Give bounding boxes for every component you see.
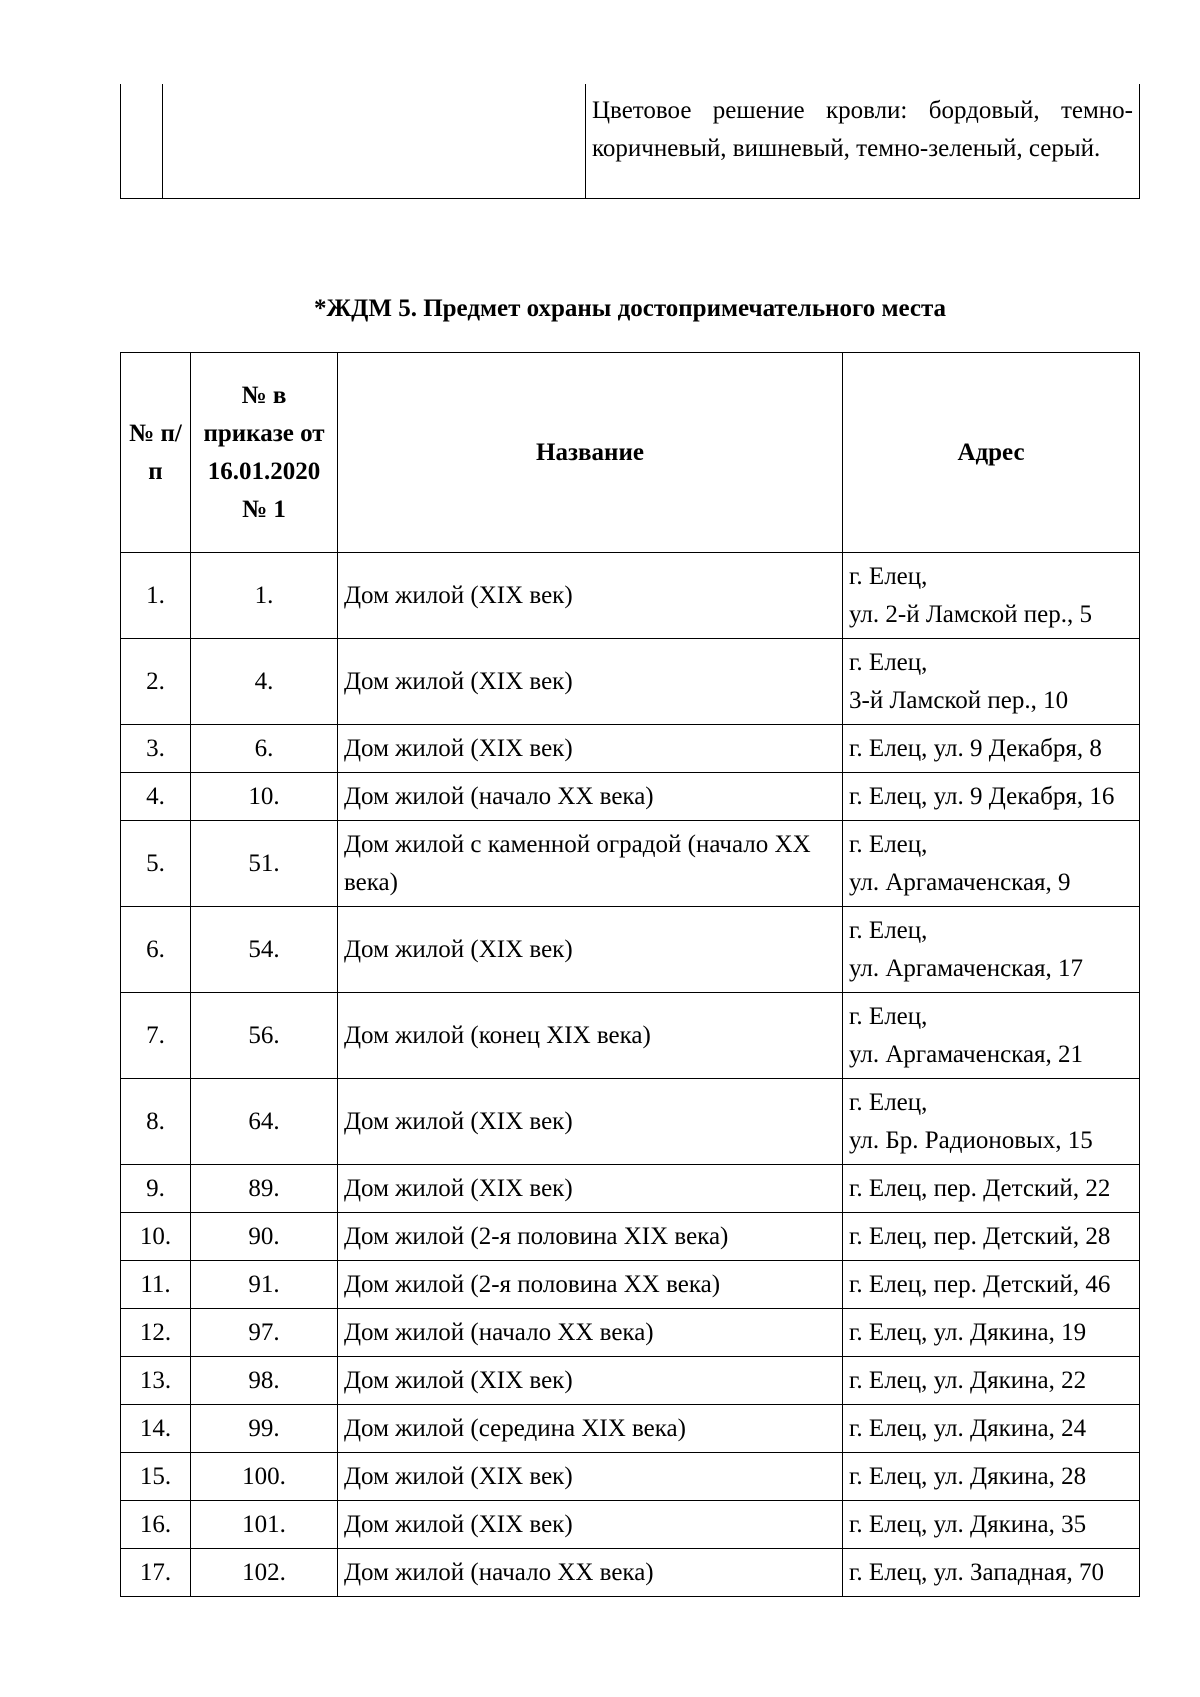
row-name: Дом жилой (XIX век) — [338, 1357, 843, 1405]
table-row — [121, 553, 1140, 639]
row-name: Дом жилой (2-я половина XX века) — [338, 1261, 843, 1309]
address-line: ул. 2-й Ламской пер., 5 — [849, 600, 1093, 628]
address-line: г. Елец, ул. Дякина, 35 — [849, 1510, 1087, 1538]
address-line: г. Елец, — [849, 648, 928, 676]
table-row — [121, 1405, 1140, 1453]
address-line: ул. Аргамаченская, 17 — [849, 954, 1084, 982]
row-order-number: 90. — [191, 1213, 338, 1261]
row-order-number: 54. — [191, 907, 338, 993]
address-line: г. Елец, — [849, 1002, 928, 1030]
row-order-number: 100. — [191, 1453, 338, 1501]
header-address: Адрес — [843, 353, 1140, 553]
row-name: Дом жилой (начало XX века) — [338, 773, 843, 821]
table-row — [121, 993, 1140, 1079]
row-name: Дом жилой с каменной оградой (начало XX века) — [338, 821, 843, 907]
row-address — [843, 907, 1140, 993]
table-row — [121, 725, 1140, 773]
header-name: Название — [338, 353, 843, 553]
row-name: Дом жилой (середина XIX века) — [338, 1405, 843, 1453]
table-row — [121, 1213, 1140, 1261]
row-name: Дом жилой (XIX век) — [338, 1165, 843, 1213]
row-order-number: 64. — [191, 1079, 338, 1165]
row-address — [843, 821, 1140, 907]
address-line: г. Елец, пер. Детский, 46 — [849, 1270, 1111, 1298]
row-name: Дом жилой (XIX век) — [338, 725, 843, 773]
address-line: г. Елец, ул. Дякина, 22 — [849, 1366, 1087, 1394]
row-order-number: 91. — [191, 1261, 338, 1309]
row-order-number: 51. — [191, 821, 338, 907]
address-line: ул. Аргамаченская, 9 — [849, 868, 1071, 896]
row-number: 5. — [121, 821, 191, 907]
address-line: 3-й Ламской пер., 10 — [849, 686, 1069, 714]
section-title: *ЖДМ 5. Предмет охраны достопримечательного места — [313, 295, 947, 322]
address-line: г. Елец, — [849, 830, 928, 858]
roof-color-text: Цветовое решение кровли: бордовый, темно-коричневый, вишневый, темно-зеленый, серый. — [586, 84, 1140, 199]
row-name: Дом жилой (конец XIX века) — [338, 993, 843, 1079]
row-number: 9. — [121, 1165, 191, 1213]
row-number: 16. — [121, 1501, 191, 1549]
address-line: г. Елец, ул. Западная, 70 — [849, 1558, 1104, 1586]
row-address — [843, 1165, 1140, 1213]
table-row — [121, 1261, 1140, 1309]
empty-cell — [121, 84, 163, 199]
table-row — [121, 821, 1140, 907]
table-row — [121, 1309, 1140, 1357]
row-order-number: 99. — [191, 1405, 338, 1453]
header-num: № п/п — [121, 353, 191, 553]
row-number: 12. — [121, 1309, 191, 1357]
row-order-number: 89. — [191, 1165, 338, 1213]
address-line: г. Елец, ул. Дякина, 24 — [849, 1414, 1087, 1442]
row-name: Дом жилой (начало XX века) — [338, 1549, 843, 1597]
table-row — [121, 1549, 1140, 1597]
row-number: 11. — [121, 1261, 191, 1309]
address-line: г. Елец, — [849, 562, 928, 590]
row-number: 1. — [121, 553, 191, 639]
row-address — [843, 1405, 1140, 1453]
row-order-number: 6. — [191, 725, 338, 773]
address-line: ул. Бр. Радионовых, 15 — [849, 1126, 1093, 1154]
row-address — [843, 725, 1140, 773]
table-row — [121, 1453, 1140, 1501]
address-line: г. Елец, ул. 9 Декабря, 8 — [849, 734, 1102, 762]
table-row — [121, 84, 1140, 199]
row-number: 7. — [121, 993, 191, 1079]
row-name: Дом жилой (XIX век) — [338, 1453, 843, 1501]
row-number: 10. — [121, 1213, 191, 1261]
row-address — [843, 1549, 1140, 1597]
row-number: 17. — [121, 1549, 191, 1597]
table-row — [121, 639, 1140, 725]
row-number: 15. — [121, 1453, 191, 1501]
row-order-number: 101. — [191, 1501, 338, 1549]
table-header-row — [121, 353, 1140, 553]
address-line: г. Елец, ул. Дякина, 19 — [849, 1318, 1087, 1346]
row-order-number: 98. — [191, 1357, 338, 1405]
empty-cell — [163, 84, 586, 199]
table-row — [121, 773, 1140, 821]
continuation-table — [120, 84, 1140, 199]
row-number: 3. — [121, 725, 191, 773]
row-number: 13. — [121, 1357, 191, 1405]
row-address — [843, 1357, 1140, 1405]
row-number: 6. — [121, 907, 191, 993]
row-name: Дом жилой (XIX век) — [338, 907, 843, 993]
row-address — [843, 553, 1140, 639]
row-address — [843, 1309, 1140, 1357]
row-name: Дом жилой (XIX век) — [338, 639, 843, 725]
row-number: 2. — [121, 639, 191, 725]
row-number: 8. — [121, 1079, 191, 1165]
address-line: г. Елец, — [849, 916, 928, 944]
row-address — [843, 639, 1140, 725]
row-number: 4. — [121, 773, 191, 821]
table-row — [121, 1501, 1140, 1549]
address-line: г. Елец, — [849, 1088, 928, 1116]
row-order-number: 102. — [191, 1549, 338, 1597]
address-line: г. Елец, ул. Дякина, 28 — [849, 1462, 1087, 1490]
header-order: № в приказе от 16.01.2020 № 1 — [191, 353, 338, 553]
table-row — [121, 1079, 1140, 1165]
row-address — [843, 1213, 1140, 1261]
row-order-number: 56. — [191, 993, 338, 1079]
row-order-number: 97. — [191, 1309, 338, 1357]
table-row — [121, 1357, 1140, 1405]
address-line: г. Елец, пер. Детский, 22 — [849, 1174, 1111, 1202]
row-address — [843, 993, 1140, 1079]
row-number: 14. — [121, 1405, 191, 1453]
row-address — [843, 1079, 1140, 1165]
row-name: Дом жилой (XIX век) — [338, 553, 843, 639]
row-order-number: 1. — [191, 553, 338, 639]
address-line: ул. Аргамаченская, 21 — [849, 1040, 1084, 1068]
row-address — [843, 1453, 1140, 1501]
row-name: Дом жилой (XIX век) — [338, 1079, 843, 1165]
row-name: Дом жилой (начало XX века) — [338, 1309, 843, 1357]
row-order-number: 10. — [191, 773, 338, 821]
row-order-number: 4. — [191, 639, 338, 725]
row-address — [843, 1501, 1140, 1549]
table-row — [121, 907, 1140, 993]
row-name: Дом жилой (2-я половина XIX века) — [338, 1213, 843, 1261]
protected-objects-table — [120, 352, 1140, 1597]
address-line: г. Елец, ул. 9 Декабря, 16 — [849, 782, 1115, 810]
row-name: Дом жилой (XIX век) — [338, 1501, 843, 1549]
row-address — [843, 773, 1140, 821]
address-line: г. Елец, пер. Детский, 28 — [849, 1222, 1111, 1250]
table-row — [121, 1165, 1140, 1213]
row-address — [843, 1261, 1140, 1309]
